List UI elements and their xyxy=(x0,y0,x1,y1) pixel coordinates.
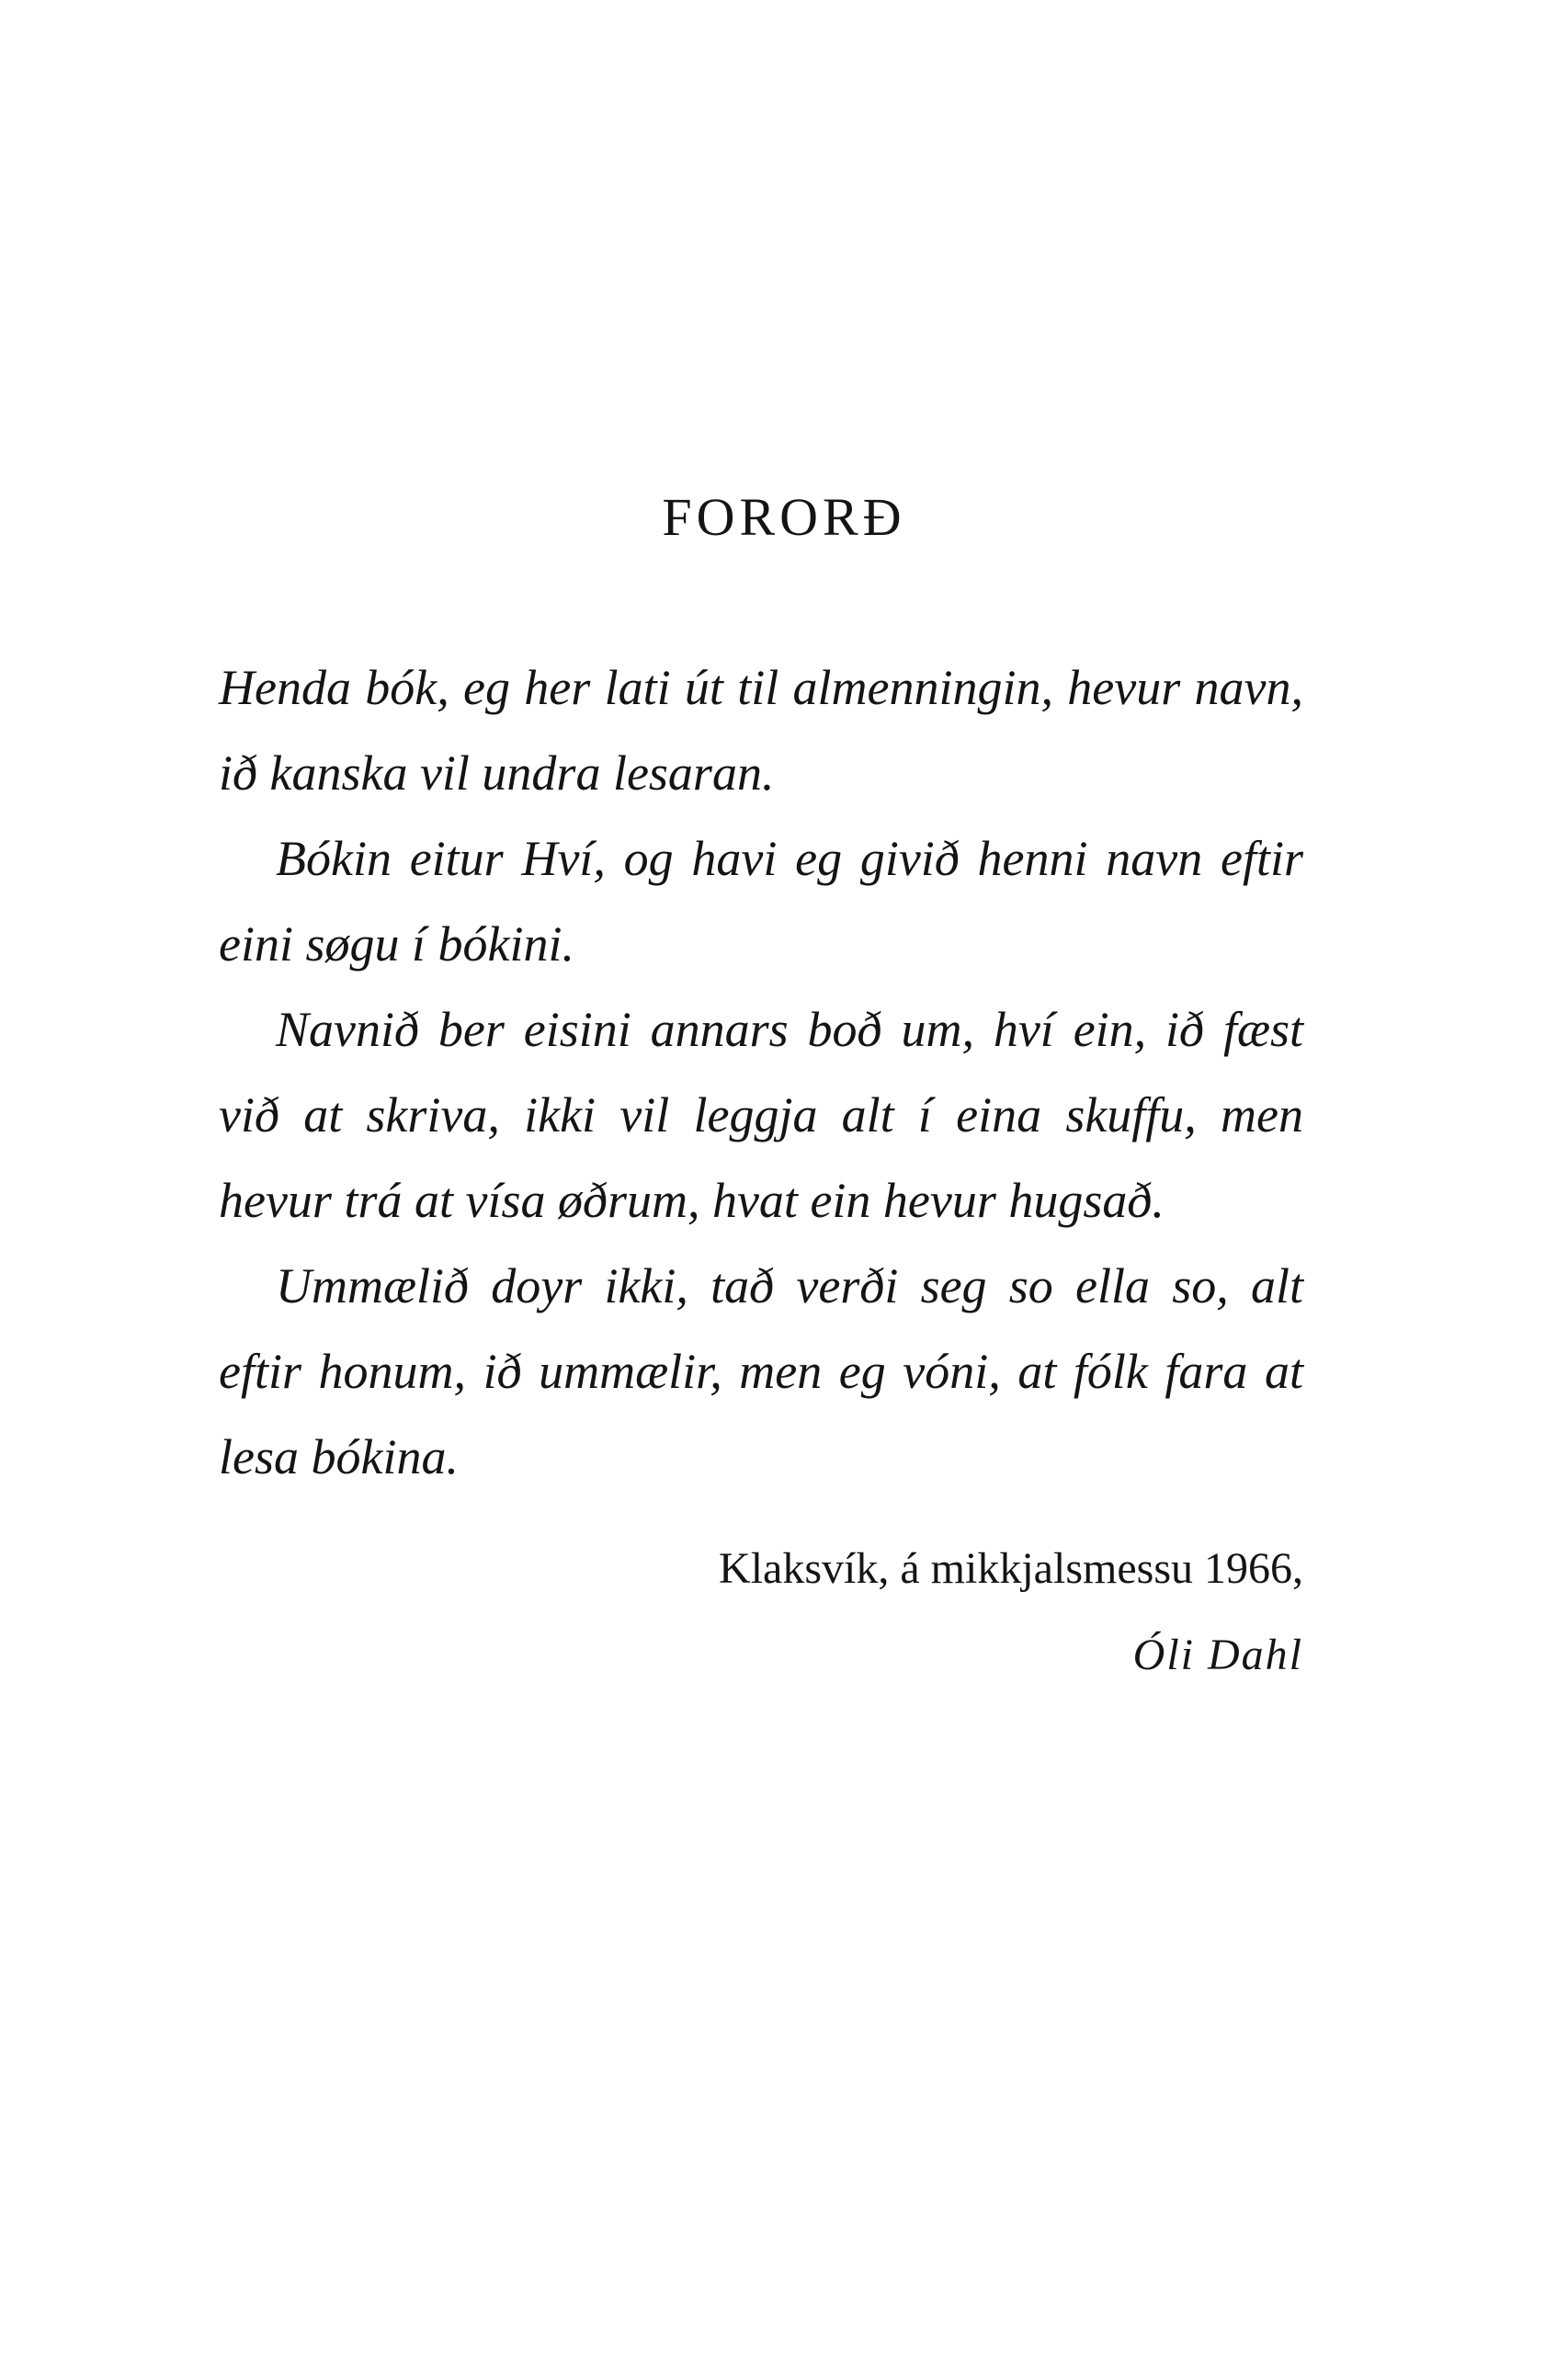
place-date: Klaksvík, á mikkjalsmessu 1966, xyxy=(719,1544,1303,1593)
closing-block xyxy=(719,1526,1303,1699)
page-title: FORORÐ xyxy=(662,487,906,547)
paragraph-4: Ummælið doyr ikki, tað verði seg so ella so, alt eftir honum, ið ummælir, men eg vóni, at fólk fara at lesa bókina. xyxy=(219,1258,1303,1484)
paragraph-2: Bókin eitur Hví, og havi eg givið henni navn eftir eini søgu í bókini. xyxy=(219,831,1303,972)
paragraph-1: Henda bók, eg her lati út til almenningin, hevur navn, ið kanska vil undra lesaran. xyxy=(219,660,1303,801)
author-signature: Óli Dahl xyxy=(1132,1631,1303,1679)
foreword-body xyxy=(219,645,1303,1500)
paragraph-3: Navnið ber eisini annars boð um, hví ein, ið fæst við at skriva, ikki vil leggja alt í eina skuffu, men hevur trá at vísa øðrum, hvat ein hevur hugsað. xyxy=(219,1002,1303,1228)
